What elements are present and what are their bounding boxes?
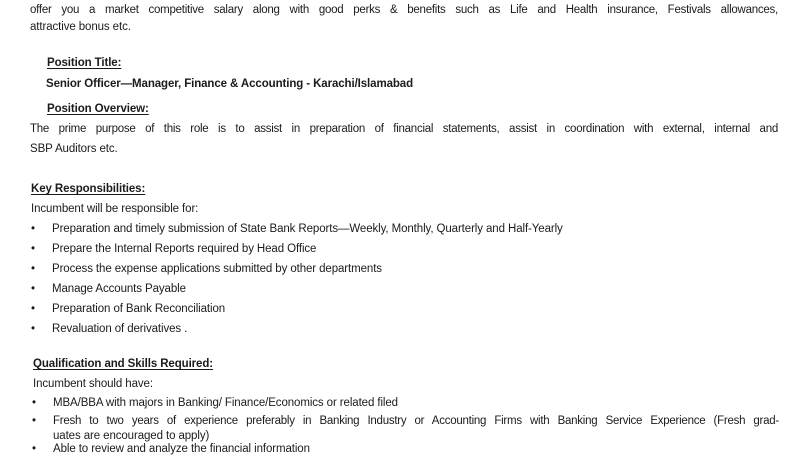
position-title-heading: Position Title: bbox=[47, 57, 122, 69]
responsibility-bullet-item bbox=[31, 322, 187, 337]
qualifications-lead: Incumbent should have: bbox=[33, 378, 153, 390]
bullet-text: Prepare the Internal Reports required by Head Office bbox=[52, 243, 317, 255]
bullet-icon: • bbox=[31, 323, 35, 335]
qualification-bullet-text-line-2: uates are encouraged to apply) bbox=[53, 430, 210, 442]
responsibility-bullet-item bbox=[31, 222, 563, 237]
qualification-bullet-item bbox=[32, 396, 398, 411]
bullet-icon: • bbox=[31, 283, 35, 295]
qualification-bullet-clipped: Able to review and analyze the financial information bbox=[53, 443, 310, 455]
bullet-icon: • bbox=[32, 397, 36, 409]
position-overview-line-2: SBP Auditors etc. bbox=[30, 143, 118, 155]
position-overview-line-1: The prime purpose of this role is to assist in preparation of financial statements, assist in coordination with external, internal and bbox=[30, 123, 778, 135]
position-overview-heading: Position Overview: bbox=[47, 103, 149, 115]
bullet-text: Revaluation of derivatives . bbox=[52, 323, 188, 335]
bullet-icon: • bbox=[31, 303, 35, 315]
key-responsibilities-lead: Incumbent will be responsible for: bbox=[31, 203, 199, 215]
responsibility-bullet-item bbox=[31, 262, 382, 277]
responsibility-bullet-item bbox=[31, 242, 316, 257]
bullet-text: Process the expense applications submitted by other departments bbox=[52, 263, 382, 275]
responsibility-bullet-item bbox=[31, 282, 186, 297]
key-responsibilities-heading: Key Responsibilities: bbox=[31, 183, 146, 195]
bullet-text: MBA/BBA with majors in Banking/ Finance/Economics or related filed bbox=[53, 397, 398, 409]
bullet-text: Preparation and timely submission of State Bank Reports—Weekly, Monthly, Quarterly and Half-Yearly bbox=[52, 223, 563, 235]
qualifications-heading: Qualification and Skills Required: bbox=[33, 358, 213, 370]
bullet-icon: • bbox=[31, 263, 35, 275]
bullet-icon: • bbox=[31, 243, 35, 255]
bullet-text: Preparation of Bank Reconciliation bbox=[52, 303, 226, 315]
intro-paragraph-line-1: offer you a market competitive salary along with good perks & benefits such as Life and Health insurance, Festivals allowances, bbox=[30, 4, 778, 16]
position-title-value: Senior Officer—Manager, Finance & Accounting - Karachi/Islamabad bbox=[46, 78, 414, 90]
responsibility-bullet-item bbox=[31, 302, 225, 317]
qualification-bullet-text-line-1: Fresh to two years of experience preferably in Banking Industry or Accounting Firms with Banking Service Experience (Fresh grad- bbox=[53, 415, 779, 427]
intro-paragraph-line-2: attractive bonus etc. bbox=[30, 21, 131, 33]
bullet-icon: • bbox=[31, 223, 35, 235]
bullet-icon: • bbox=[32, 415, 37, 427]
bullet-icon: • bbox=[32, 443, 37, 455]
bullet-text: Manage Accounts Payable bbox=[52, 283, 186, 295]
